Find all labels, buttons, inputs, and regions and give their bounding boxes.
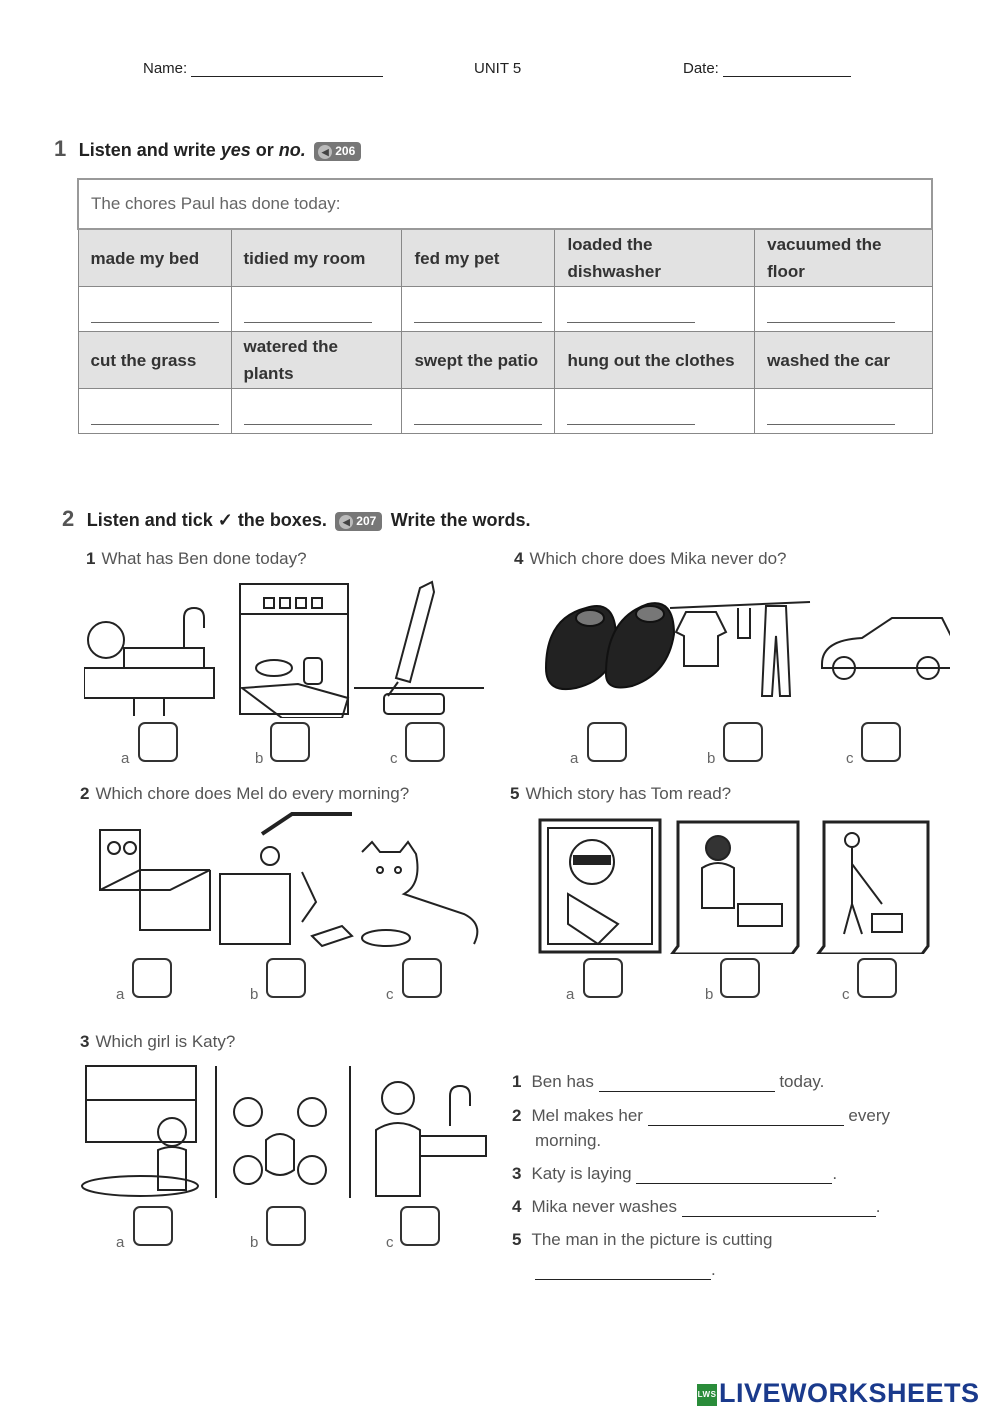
chore-cell: watered the plants [231,332,402,389]
question-3 [80,1032,235,1052]
table-row [78,332,932,389]
sentence-1 [512,1072,824,1092]
tick-box-q4-b[interactable] [723,722,763,762]
answer-cell[interactable] [402,287,555,332]
toys-box-picture [220,814,352,946]
question-number: 1 [86,549,96,568]
question-number: 4 [514,549,524,568]
sentence-number: 4 [512,1197,522,1216]
chore-cell: washed the car [755,332,932,389]
chore-cell: tidied my room [231,229,402,287]
sentence-2-line2: morning. [535,1131,602,1150]
sentence-text: Ben has [531,1072,594,1091]
sentence-number: 1 [512,1072,522,1091]
sentence-text: The man in the picture is cutting [531,1230,773,1249]
tick-box-q3-a[interactable] [133,1206,173,1246]
chore-cell: made my bed [78,229,231,287]
answer-blank[interactable] [636,1183,832,1184]
option-a: a [566,986,575,1003]
dishwasher-picture [240,584,348,718]
answer-cell[interactable] [231,287,402,332]
chores-table [77,178,933,434]
option-a: a [116,986,125,1003]
option-b: b [705,986,714,1003]
answer-cell[interactable] [78,389,231,434]
question-text: Which chore does Mel do every morning? [95,784,410,803]
sentence-text-end: every [848,1106,890,1125]
chore-cell: vacuumed the floor [755,229,932,287]
answer-cell[interactable] [555,389,755,434]
bed-picture [100,830,210,930]
tick-box-q1-a[interactable] [138,722,178,762]
question-text: Which girl is Katy? [95,1032,236,1051]
tick-box-q5-a[interactable] [583,958,623,998]
sentence-2 [512,1106,890,1126]
chore-cell: cut the grass [78,332,231,389]
section1-title [79,140,306,160]
question-4 [514,549,787,569]
dirty-dishes-sink-picture [84,608,214,716]
tick-box-q2-a[interactable] [132,958,172,998]
chore-cell: loaded the dishwasher [555,229,755,287]
q1-pictures [84,578,484,718]
option-a: a [116,1234,125,1251]
sentence-text: Mika never washes [531,1197,677,1216]
shoes-picture [546,603,674,689]
tick-box-q2-b[interactable] [266,958,306,998]
sentence-text-end: . [711,1260,716,1279]
answer-cell[interactable] [402,389,555,434]
section2-title-a: Listen and tick ✓ the boxes. [86,510,327,530]
tick-box-q4-a[interactable] [587,722,627,762]
question-text: What has Ben done today? [101,549,307,568]
liveworksheets-logo[interactable] [697,1378,980,1409]
option-c: c [386,1234,394,1251]
table-row [78,229,932,287]
option-a: a [570,750,579,767]
answer-cell[interactable] [755,389,932,434]
section1-heading [54,136,365,162]
answer-cell[interactable] [78,287,231,332]
clothes-line-picture [670,602,810,696]
chore-cell: swept the patio [402,332,555,389]
answer-cell[interactable] [231,389,402,434]
table-title: The chores Paul has done today: [78,179,932,229]
date-label: Date: [683,60,719,77]
answer-blank[interactable] [648,1125,844,1126]
option-c: c [842,986,850,1003]
sentence-number: 5 [512,1230,522,1249]
tick-box-q5-c[interactable] [857,958,897,998]
date-field[interactable] [683,60,851,77]
option-b: b [707,750,716,767]
section2-title-b: Write the words. [390,510,531,530]
sentence-number: 2 [512,1106,522,1125]
answer-blank[interactable] [682,1216,876,1217]
name-field[interactable] [143,60,383,77]
option-c: c [386,986,394,1003]
section2-heading [62,506,530,532]
option-b: b [250,1234,259,1251]
sentence-number: 3 [512,1164,522,1183]
girl-cooking-book-picture [672,822,798,954]
question-number: 5 [510,784,520,803]
action-book-picture [540,820,660,952]
option-b: b [250,986,259,1003]
q2-pictures [92,812,484,954]
table-row [78,389,932,434]
logo-badge-icon: LWS [697,1384,717,1406]
logo-prefix: LIVE [719,1378,782,1408]
tick-box-q4-c[interactable] [861,722,901,762]
section1-title-text: Listen and write [78,140,221,160]
sentence-text: Katy is laying [531,1164,632,1183]
sentence-text-end: . [875,1197,881,1216]
option-b: b [255,750,264,767]
question-text: Which story has Tom read? [525,784,732,803]
answer-cell[interactable] [755,287,932,332]
tick-box-q3-b[interactable] [266,1206,306,1246]
chore-cell: hung out the clothes [555,332,755,389]
question-number: 2 [80,784,90,803]
sentence-text: Mel makes her [531,1106,643,1125]
option-c: c [846,750,854,767]
speaker-icon: ◀ [339,515,353,529]
q5-pictures [538,814,934,954]
no-word: no. [278,140,306,160]
section2-number: 2 [62,506,75,531]
tick-box-q1-c[interactable] [405,722,445,762]
option-c: c [390,750,398,767]
girl-cleaning-fridge-picture [82,1066,198,1196]
q3-pictures [80,1060,488,1200]
answer-cell[interactable] [555,287,755,332]
sentence-text-end: . [832,1164,838,1183]
section1-number: 1 [54,136,67,161]
chore-cell: fed my pet [402,229,555,287]
girl-washing-dishes-picture [350,1066,486,1198]
sentence-3 [512,1164,837,1184]
sentence-5 [512,1230,772,1250]
vacuum-cleaner-picture [354,582,484,714]
or-word: or [250,140,279,160]
logo-suffix: WORKSHEETS [781,1378,980,1408]
audio-track-number: 206 [335,144,356,159]
table-row [78,287,932,332]
tick-box-q3-c[interactable] [400,1206,440,1246]
audio-track-number: 207 [356,514,377,529]
name-blank[interactable] [191,76,383,77]
table-setting-picture [216,1066,326,1198]
question-2 [80,784,409,804]
question-5 [510,784,731,804]
answer-blank[interactable] [599,1091,775,1092]
tick-box-q5-b[interactable] [720,958,760,998]
yes-word: yes [220,140,251,160]
name-label: Name: [143,60,188,77]
date-blank[interactable] [723,76,851,77]
cat-food-bowl-picture [362,842,477,946]
speaker-icon: ◀ [318,145,332,159]
question-1 [86,549,307,569]
tick-box-q1-b[interactable] [270,722,310,762]
man-mowing-book-picture [818,822,928,954]
tick-box-q2-c[interactable] [402,958,442,998]
audio-track-207[interactable] [335,512,382,531]
answer-blank[interactable] [535,1279,711,1280]
question-number: 3 [80,1032,90,1051]
sentence-text-end: today. [779,1072,825,1091]
sentence-4 [512,1197,880,1217]
car-picture [822,618,950,679]
sentence-5-line2 [535,1260,716,1280]
unit-label: UNIT 5 [474,60,522,77]
audio-track-206[interactable] [314,142,361,161]
question-text: Which chore does Mika never do? [529,549,787,568]
q4-pictures [540,578,950,720]
option-a: a [121,750,130,767]
